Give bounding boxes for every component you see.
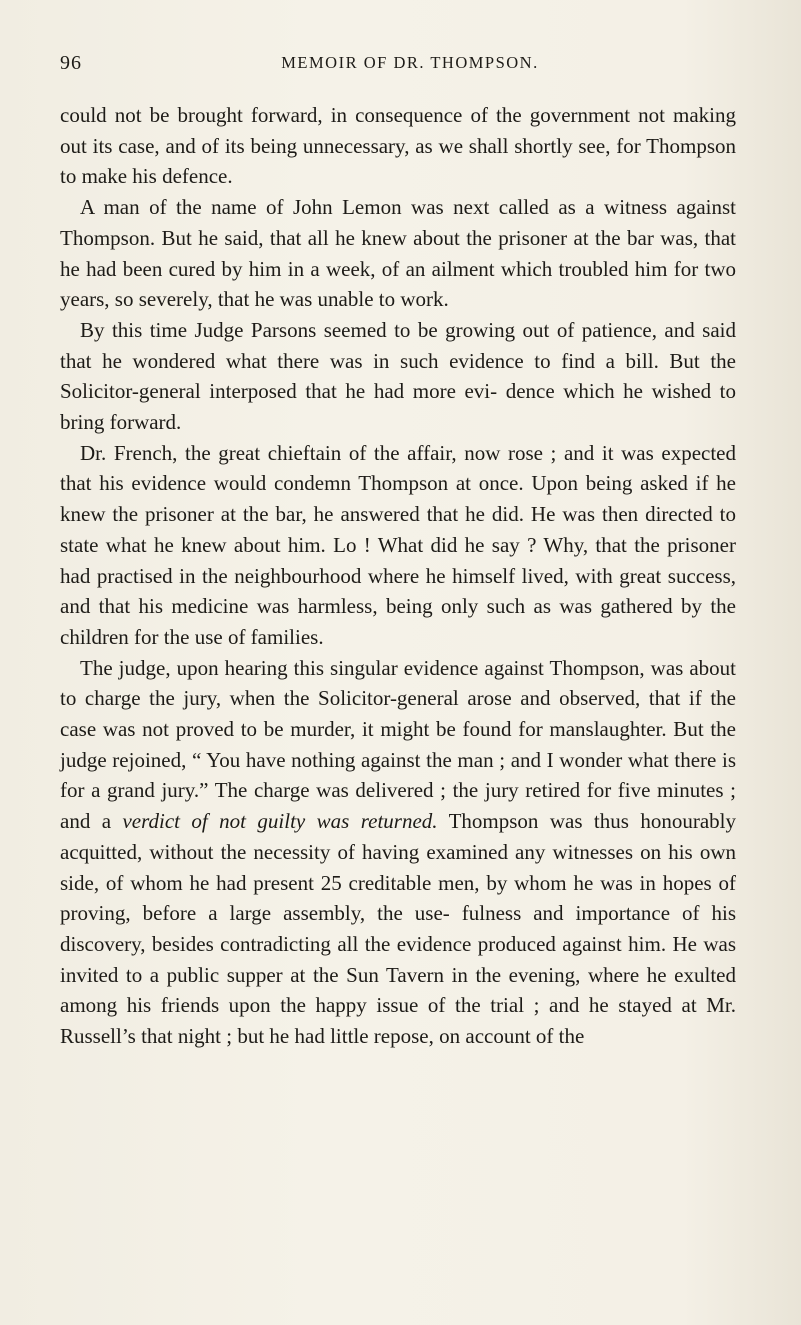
running-title: MEMOIR OF DR. THOMPSON. [281, 53, 539, 72]
paragraph-5-text-before: The judge, upon hearing this singular evidence against Thompson, was about to charge the jury, when the Solicitor-general arose and observed, that if the case was not proved to be murder, it might be found for manslaughter. But the judge rejoined, “ You have nothing against the man ; and I wonder what there is for a grand jury.” The charge was delivered ; the jury retired for five minutes ; and a [60, 655, 736, 834]
running-head [60, 52, 740, 82]
body-text [60, 100, 736, 1052]
paragraph-4: Dr. French, the great chieftain of the affair, now rose ; and it was expected that his evidence would condemn Thompson at once. Upon being asked if he knew the prisoner at the bar, he answered that he did. He was then directed to state what he knew about him. Lo ! What did he say ? Why, that the prisoner had practised in the neighbourhood where he himself lived, with great success, and that his medicine was harmless, being only such as was gathered by the children for the use of families. [60, 440, 736, 649]
paragraph-5 [60, 653, 736, 1052]
paragraph-3: By this time Judge Parsons seemed to be growing out of patience, and said that he wondered what there was in such evidence to find a bill. But the Solicitor-general interposed that he had more evi- dence which he wished to bring forward. [60, 317, 736, 435]
paragraph-1: could not be brought forward, in consequence of the government not making out its case, and of its being unnecessary, as we shall shortly see, for Thompson to make his defence. [60, 103, 736, 189]
page-number: 96 [60, 52, 82, 74]
verdict-italic-text: verdict of not guilty was returned. [122, 809, 438, 834]
paragraph-2: A man of the name of John Lemon was next called as a witness against Thompson. But he said, that all he knew about the prisoner at the bar was, that he had been cured by him in a week, of an ailment which troubled him for two years, so severely, that he was unable to work. [60, 195, 736, 312]
paragraph-5-text-after: Thompson was thus honourably acquitted, without the necessity of having examined any witnesses on his own side, of whom he had present 25 creditable men, by whom he was in hopes of proving, before a large assembly, the use- fulness and importance of his discovery, besides contradicting all the evidence produced against him. He was invited to a public supper at the Sun Tavern in the evening, where he exulted among his friends upon the happy issue of the trial ; and he stayed at Mr. Russell’s that night ; but he had little repose, on account of the [60, 809, 736, 1049]
